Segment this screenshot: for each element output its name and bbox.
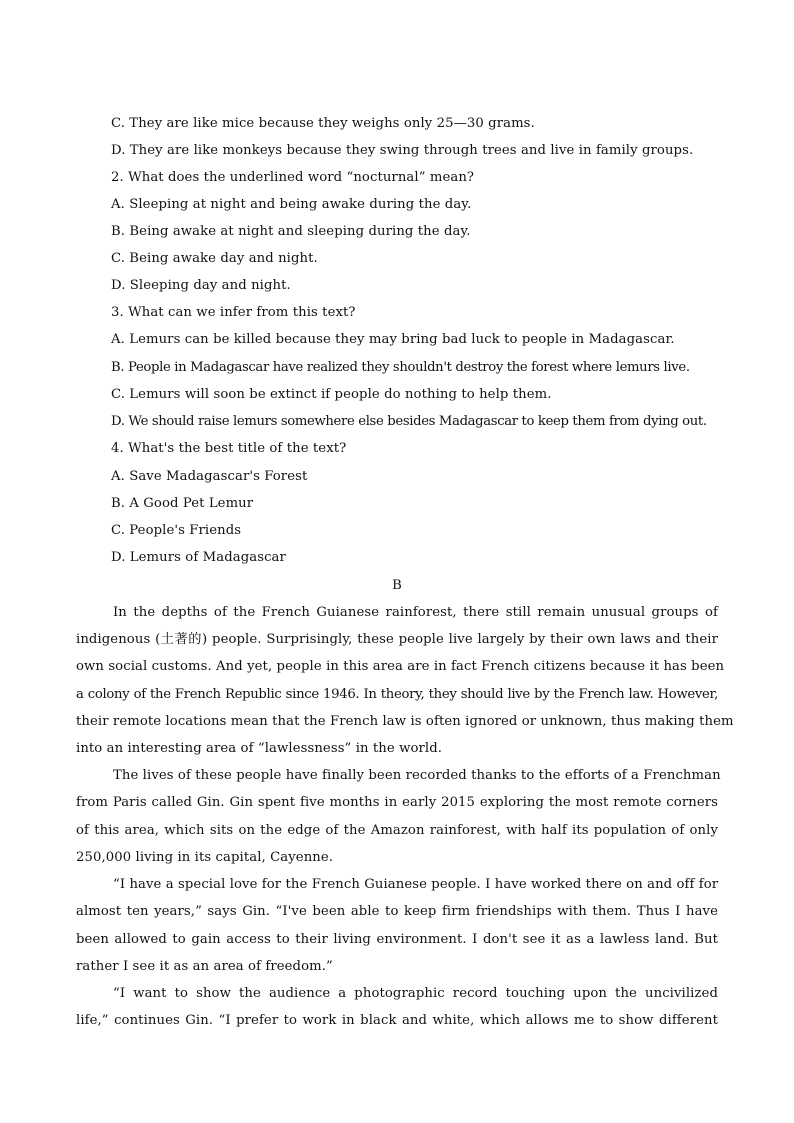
- q2-option-d: D. Sleeping day and night.: [111, 278, 291, 293]
- paragraph-2-line: The lives of these people have finally been recorded thanks to the efforts of a Frenchman: [113, 768, 721, 783]
- q4-option-c: C. People's Friends: [111, 523, 242, 538]
- paragraph-1-line: a colony of the French Republic since 1946. In theory, they should live by the French law. However,: [76, 687, 718, 702]
- paragraph-4-line: “I want to show the audience a photographic record touching upon the uncivilized: [113, 986, 718, 1001]
- q3-option-d: D. We should raise lemurs somewhere else besides Madagascar to keep them from dying out.: [111, 414, 707, 429]
- q2-option-a: A. Sleeping at night and being awake during the day.: [111, 197, 472, 212]
- q4-option-d: D. Lemurs of Madagascar: [111, 550, 286, 565]
- paragraph-3-line: rather I see it as an area of freedom.”: [76, 959, 333, 974]
- q3-option-c: C. Lemurs will soon be extinct if people do nothing to help them.: [111, 387, 552, 402]
- q4-option-a: A. Save Madagascar's Forest: [111, 469, 308, 484]
- paragraph-1-line: indigenous (土著的) people. Surprisingly, these people live largely by their own laws and their: [76, 632, 718, 647]
- q1-option-c: C. They are like mice because they weighs only 25—30 grams.: [111, 116, 535, 131]
- q1-option-d: D. They are like monkeys because they swing through trees and live in family groups.: [111, 143, 694, 158]
- section-heading-b: B: [392, 578, 402, 593]
- paragraph-1-line: In the depths of the French Guianese rainforest, there still remain unusual groups of: [113, 605, 718, 620]
- paragraph-2-line: of this area, which sits on the edge of the Amazon rainforest, with half its population of only: [76, 823, 718, 838]
- paragraph-2-line: from Paris called Gin. Gin spent five months in early 2015 exploring the most remote corners: [76, 795, 718, 810]
- paragraph-3-line: “I have a special love for the French Guianese people. I have worked there on and off for: [113, 877, 719, 892]
- q2-option-b: B. Being awake at night and sleeping during the day.: [111, 224, 471, 239]
- q3-stem: 3. What can we infer from this text?: [111, 305, 356, 320]
- paragraph-2-line: 250,000 living in its capital, Cayenne.: [76, 850, 334, 865]
- paragraph-3-line: almost ten years,” says Gin. “I've been able to keep firm friendships with them. Thus I have: [76, 904, 718, 919]
- paragraph-3-line: been allowed to gain access to their living environment. I don't see it as a lawless land. But: [76, 932, 718, 947]
- q4-option-b: B. A Good Pet Lemur: [111, 496, 254, 511]
- q2-stem: 2. What does the underlined word “nocturnal” mean?: [111, 170, 475, 185]
- paragraph-1-line: into an interesting area of “lawlessness” in the world.: [76, 741, 443, 756]
- paragraph-4-line: life,” continues Gin. “I prefer to work in black and white, which allows me to show different: [76, 1013, 718, 1028]
- paragraph-1-line: own social customs. And yet, people in this area are in fact French citizens because it has been: [76, 659, 725, 674]
- q3-option-b: B. People in Madagascar have realized they shouldn't destroy the forest where lemurs live.: [111, 360, 690, 375]
- q2-option-c: C. Being awake day and night.: [111, 251, 318, 266]
- q4-stem: 4. What's the best title of the text?: [111, 441, 347, 456]
- q3-option-a: A. Lemurs can be killed because they may bring bad luck to people in Madagascar.: [111, 332, 675, 347]
- paragraph-1-line: their remote locations mean that the French law is often ignored or unknown, thus making them: [76, 714, 734, 729]
